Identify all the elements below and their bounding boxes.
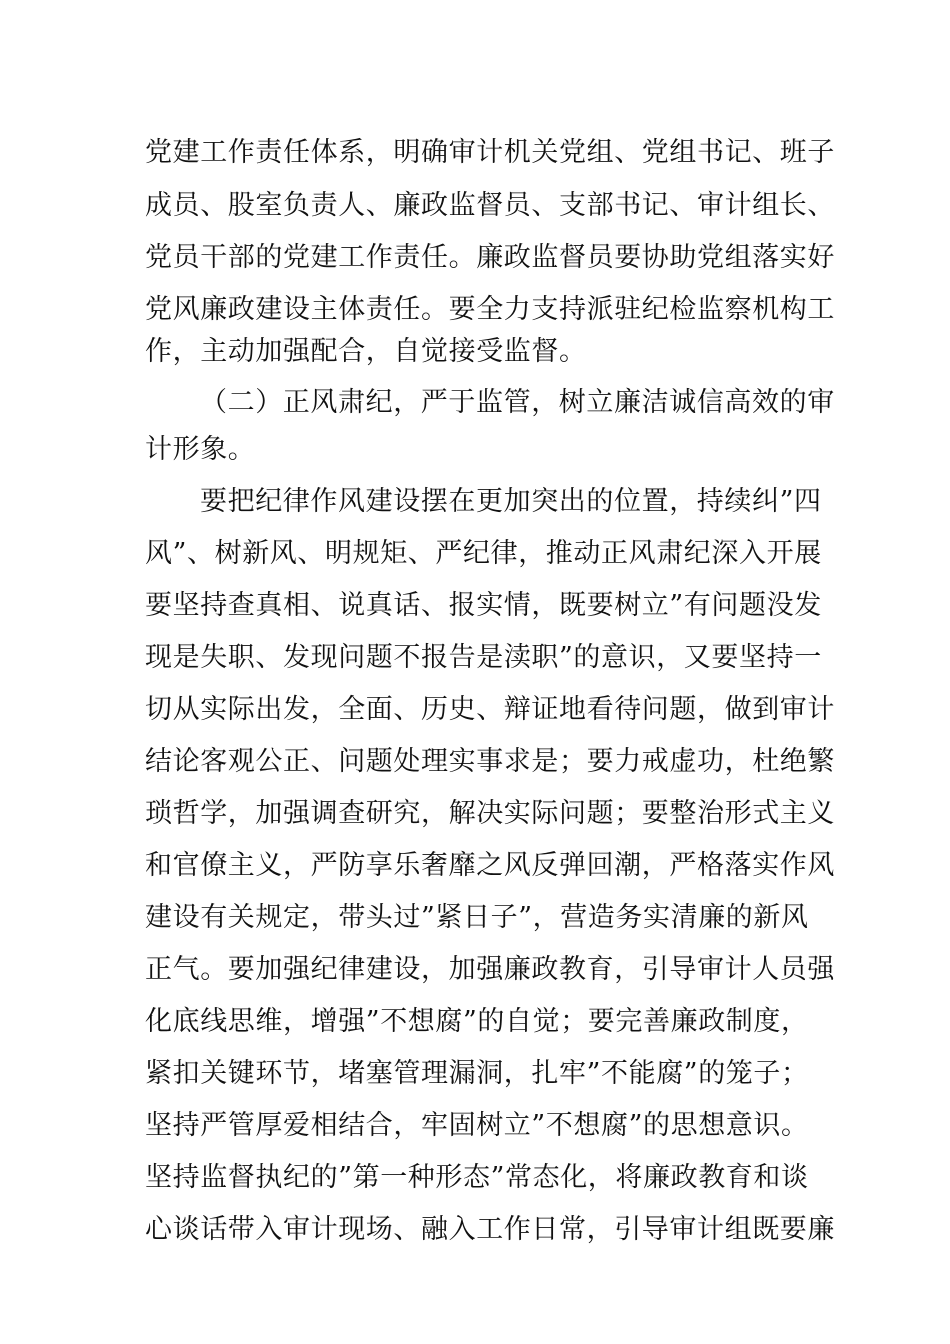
text-line-20: 坚持严管厚爱相结合，牢固树立”不想腐”的思想意识。 <box>145 1110 809 1141</box>
text-line-16: 建设有关规定，带头过”紧日子”，营造务实清廉的新风 <box>145 902 809 933</box>
text-line-19: 紧扣关键环节，堵塞管理漏洞，扎牢”不能腐”的笼子； <box>145 1058 809 1089</box>
text-line-13: 结论客观公正、问题处理实事求是；要力戒虚功，杜绝繁 <box>145 746 835 777</box>
text-line-17: 正气。要加强纪律建设，加强廉政教育，引导审计人员强 <box>145 954 835 985</box>
text-line-18: 化底线思维，增强”不想腐”的自觉；要完善廉政制度， <box>145 1006 809 1037</box>
text-line-14: 琐哲学，加强调查研究，解决实际问题；要整治形式主义 <box>145 798 835 829</box>
text-line-2: 成员、股室负责人、廉政监督员、支部书记、审计组长、 <box>145 190 835 221</box>
text-line-3: 党员干部的党建工作责任。廉政监督员要协助党组落实好 <box>145 242 835 273</box>
text-line-9: 风”、树新风、明规矩、严纪律，推动正风肃纪深入开展 <box>145 538 822 569</box>
text-line-15: 和官僚主义，严防享乐奢靡之风反弹回潮，严格落实作风 <box>145 850 835 881</box>
section-heading-line-2: 计形象。 <box>145 434 256 465</box>
text-line-5: 作，主动加强配合，自觉接受监督。 <box>145 336 587 367</box>
text-line-11: 现是失职、发现问题不报告是渎职”的意识，又要坚持一 <box>145 642 822 673</box>
text-line-1: 党建工作责任体系，明确审计机关党组、党组书记、班子 <box>145 137 835 168</box>
section-heading-line-1: （二）正风肃纪，严于监管，树立廉洁诚信高效的审 <box>200 387 835 418</box>
text-line-8: 要把纪律作风建设摆在更加突出的位置，持续纠”四 <box>200 486 822 517</box>
text-line-10: 要坚持查真相、说真话、报实情，既要树立”有问题没发 <box>145 590 822 621</box>
text-line-21: 坚持监督执纪的”第一种形态”常态化，将廉政教育和谈 <box>145 1162 809 1193</box>
text-line-4: 党风廉政建设主体责任。要全力支持派驻纪检监察机构工 <box>145 294 835 325</box>
text-line-22: 心谈话带入审计现场、融入工作日常，引导审计组既要廉 <box>145 1214 835 1245</box>
text-line-12: 切从实际出发，全面、历史、辩证地看待问题，做到审计 <box>145 694 835 725</box>
